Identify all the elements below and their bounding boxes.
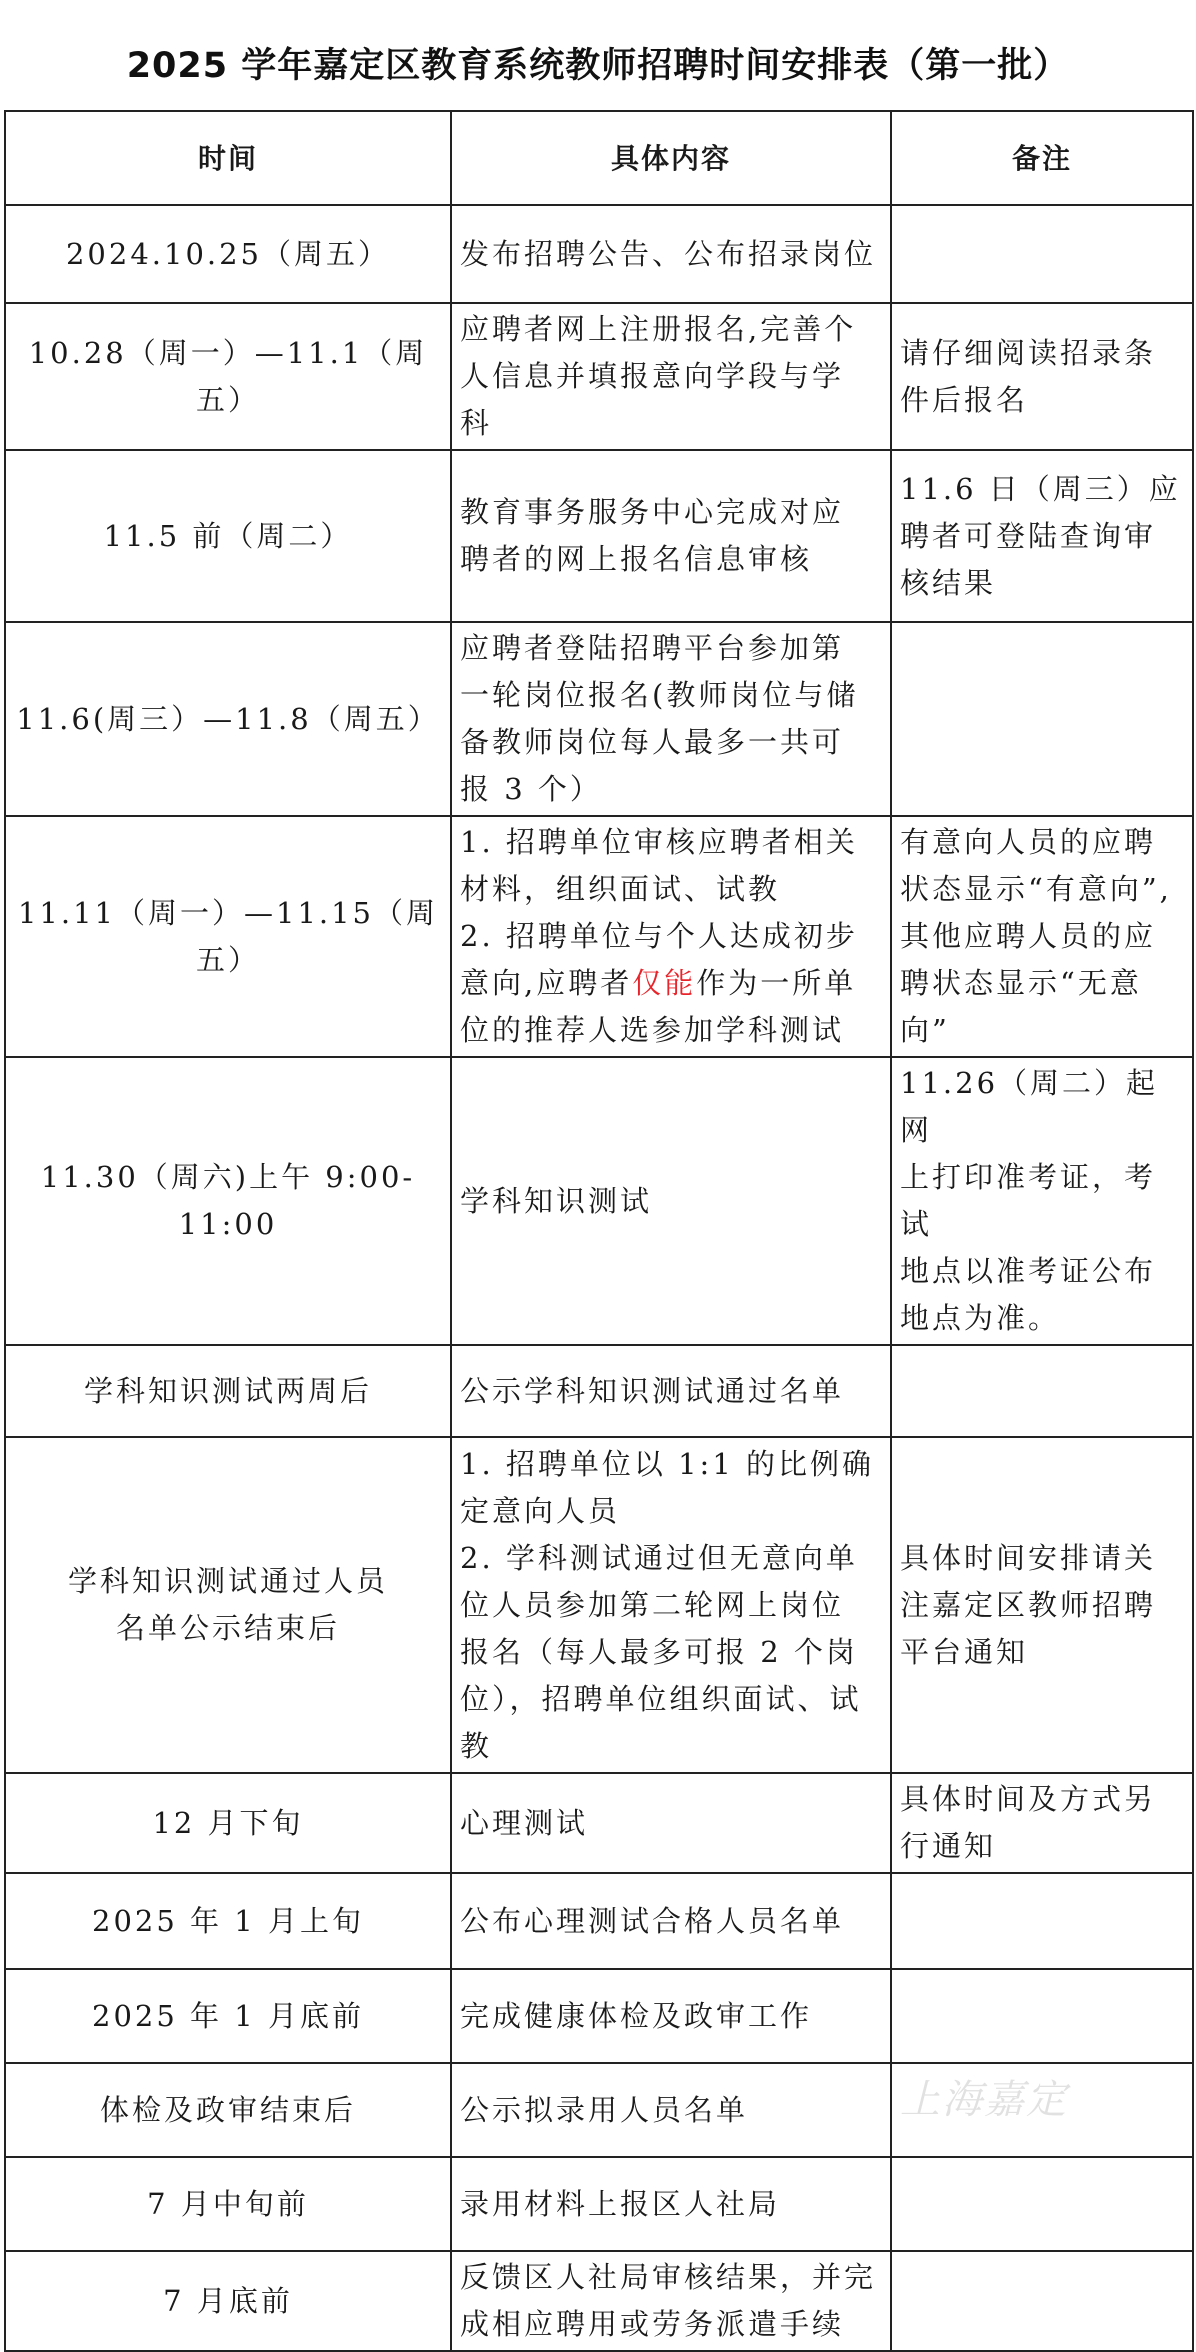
note-line: 聘者可登陆查询审 xyxy=(900,518,1157,553)
content-cell xyxy=(451,1873,891,1969)
note-cell xyxy=(891,1437,1193,1773)
table-row xyxy=(5,1057,1193,1345)
time-line: 7 月中旬前 xyxy=(147,2186,309,2221)
content-line: 1. 招聘单位审核应聘者相关 xyxy=(460,825,858,859)
content-cell xyxy=(451,1773,891,1873)
content-line: 报 3 个） xyxy=(460,772,602,806)
table-row xyxy=(5,1437,1193,1773)
table-row xyxy=(5,2157,1193,2251)
header-content: 具体内容 xyxy=(451,111,891,205)
highlight-text: 仅能 xyxy=(632,966,697,1000)
content-line: 定意向人员 xyxy=(460,1493,621,1528)
content-cell xyxy=(451,1969,891,2063)
time-cell xyxy=(5,1437,451,1773)
time-cell xyxy=(5,1773,451,1873)
content-text: 作为一所单 xyxy=(696,966,857,1000)
content-line: 位人员参加第二轮网上岗位 xyxy=(460,1587,845,1622)
table-row xyxy=(5,1969,1193,2063)
note-line: 注嘉定区教师招聘 xyxy=(900,1587,1157,1622)
time-line: 体检及政审结束后 xyxy=(99,2092,356,2127)
time-line: 2025 年 1 月底前 xyxy=(92,1998,364,2033)
table-row xyxy=(5,816,1193,1057)
note-cell xyxy=(891,1773,1193,1873)
header-time: 时间 xyxy=(5,111,451,205)
note-cell xyxy=(891,303,1193,450)
table-row xyxy=(5,622,1193,816)
note-cell xyxy=(891,1345,1193,1437)
note-cell xyxy=(891,2157,1193,2251)
time-cell xyxy=(5,622,451,816)
note-cell xyxy=(891,205,1193,303)
time-cell xyxy=(5,205,451,303)
content-cell xyxy=(451,450,891,622)
content-cell xyxy=(451,622,891,816)
content-line: 录用材料上报区人社局 xyxy=(460,2186,781,2221)
table-row xyxy=(5,205,1193,303)
time-cell xyxy=(5,2251,451,2351)
header-note: 备注 xyxy=(891,111,1193,205)
time-cell xyxy=(5,2157,451,2251)
content-cell xyxy=(451,1437,891,1773)
content-line: 人信息并填报意向学段与学 xyxy=(460,359,845,393)
content-line: 一轮岗位报名(教师岗位与储 xyxy=(460,678,859,712)
content-line: 位），招聘单位组织面试、试 xyxy=(460,1681,862,1716)
time-line: 11.11（周一）—11.15（周五） xyxy=(17,895,439,977)
note-cell xyxy=(891,1969,1193,2063)
note-line: 11.6 日（周三）应 xyxy=(900,471,1181,506)
content-line: 发布招聘公告、公布招录岗位 xyxy=(460,236,877,271)
note-cell xyxy=(891,816,1193,1057)
time-line: 11.5 前（周二） xyxy=(103,518,353,553)
content-cell xyxy=(451,1057,891,1345)
page-title: 2025 学年嘉定区教育系统教师招聘时间安排表（第一批） xyxy=(126,46,1070,86)
content-line: 材料，组织面试、试教 xyxy=(460,872,781,906)
note-line: 状态显示“有意向”, xyxy=(900,872,1172,906)
content-line: 完成健康体检及政审工作 xyxy=(460,1998,813,2033)
content-line: 报名（每人最多可报 2 个岗 xyxy=(460,1634,858,1669)
note-line: 请仔细阅读招录条 xyxy=(900,335,1157,370)
note-cell xyxy=(891,622,1193,816)
note-line: 具体时间及方式另 xyxy=(900,1782,1157,1816)
note-line: 地点为准。 xyxy=(900,1301,1061,1335)
time-cell xyxy=(5,816,451,1057)
content-line: 位的推荐人选参加学科测试 xyxy=(460,1013,845,1047)
content-line: 公示学科知识测试通过名单 xyxy=(460,1373,845,1408)
time-line: 学科知识测试两周后 xyxy=(83,1373,372,1408)
content-line: 科 xyxy=(460,406,493,440)
content-line: 教育事务服务中心完成对应 xyxy=(460,495,845,529)
note-line: 上打印准考证，考试 xyxy=(900,1160,1157,1241)
time-line: 11.30（周六)上午 9:00-11:00 xyxy=(40,1160,416,1241)
schedule-table xyxy=(4,110,1194,2352)
time-line: 学科知识测试通过人员 xyxy=(67,1564,388,1598)
content-line: 1. 招聘单位以 1:1 的比例确 xyxy=(460,1446,874,1481)
note-cell xyxy=(891,2251,1193,2351)
note-line: 件后报名 xyxy=(900,382,1029,417)
note-cell xyxy=(891,1873,1193,1969)
note-line: 向” xyxy=(900,1013,950,1047)
content-line: 教 xyxy=(460,1728,493,1763)
content-cell xyxy=(451,205,891,303)
note-cell xyxy=(891,1057,1193,1345)
content-text: 意向,应聘者 xyxy=(460,966,633,1000)
time-cell xyxy=(5,2063,451,2157)
table-row xyxy=(5,1873,1193,1969)
content-line: 公示拟录用人员名单 xyxy=(460,2092,749,2127)
time-line: 12 月下旬 xyxy=(152,1805,304,1840)
time-cell xyxy=(5,1345,451,1437)
table-row xyxy=(5,1773,1193,1873)
note-line: 地点以准考证公布 xyxy=(900,1254,1157,1288)
content-line: 学科知识测试 xyxy=(460,1183,653,1218)
content-line: 成相应聘用或劳务派遣手续 xyxy=(460,2307,845,2341)
time-line: 2025 年 1 月上旬 xyxy=(92,1903,364,1938)
table-row xyxy=(5,450,1193,622)
time-line: 11.6(周三）—11.8（周五） xyxy=(16,701,440,736)
note-line: 11.26（周二）起网 xyxy=(900,1066,1159,1147)
note-line: 聘状态显示“无意 xyxy=(900,966,1142,1000)
content-cell xyxy=(451,816,891,1057)
table-row xyxy=(5,1345,1193,1437)
content-cell xyxy=(451,2251,891,2351)
table-row xyxy=(5,303,1193,450)
time-line: 7 月底前 xyxy=(163,2283,293,2318)
note-line: 有意向人员的应聘 xyxy=(900,825,1157,859)
content-cell xyxy=(451,1345,891,1437)
time-cell xyxy=(5,450,451,622)
time-cell xyxy=(5,1969,451,2063)
time-cell xyxy=(5,1873,451,1969)
note-line: 具体时间安排请关 xyxy=(900,1540,1157,1575)
table-row xyxy=(5,2251,1193,2351)
note-line: 其他应聘人员的应 xyxy=(900,919,1157,953)
time-cell xyxy=(5,1057,451,1345)
content-line: 2. 招聘单位与个人达成初步 xyxy=(460,919,858,953)
time-line: 2024.10.25（周五） xyxy=(65,236,391,271)
note-line: 行通知 xyxy=(900,1829,997,1863)
content-line: 备教师岗位每人最多一共可 xyxy=(460,725,845,759)
content-line: 心理测试 xyxy=(460,1805,589,1840)
content-line: 应聘者登陆招聘平台参加第 xyxy=(460,631,845,665)
time-line: 名单公示结束后 xyxy=(115,1611,340,1645)
content-line: 公布心理测试合格人员名单 xyxy=(460,1903,845,1938)
content-line: 聘者的网上报名信息审核 xyxy=(460,542,813,576)
content-cell xyxy=(451,303,891,450)
content-line: 2. 学科测试通过但无意向单 xyxy=(460,1540,858,1575)
content-line: 反馈区人社局审核结果，并完 xyxy=(460,2260,877,2294)
watermark: 上海嘉定 xyxy=(900,2077,1068,2123)
header-row xyxy=(5,111,1193,205)
note-line: 平台通知 xyxy=(900,1634,1029,1669)
time-line: 10.28（周一）—11.1（周五） xyxy=(28,335,428,417)
content-line: 应聘者网上注册报名,完善个 xyxy=(460,312,857,346)
note-cell xyxy=(891,450,1193,622)
content-line xyxy=(460,960,882,1007)
content-cell xyxy=(451,2063,891,2157)
time-cell xyxy=(5,303,451,450)
note-line: 核结果 xyxy=(900,565,997,600)
content-cell xyxy=(451,2157,891,2251)
